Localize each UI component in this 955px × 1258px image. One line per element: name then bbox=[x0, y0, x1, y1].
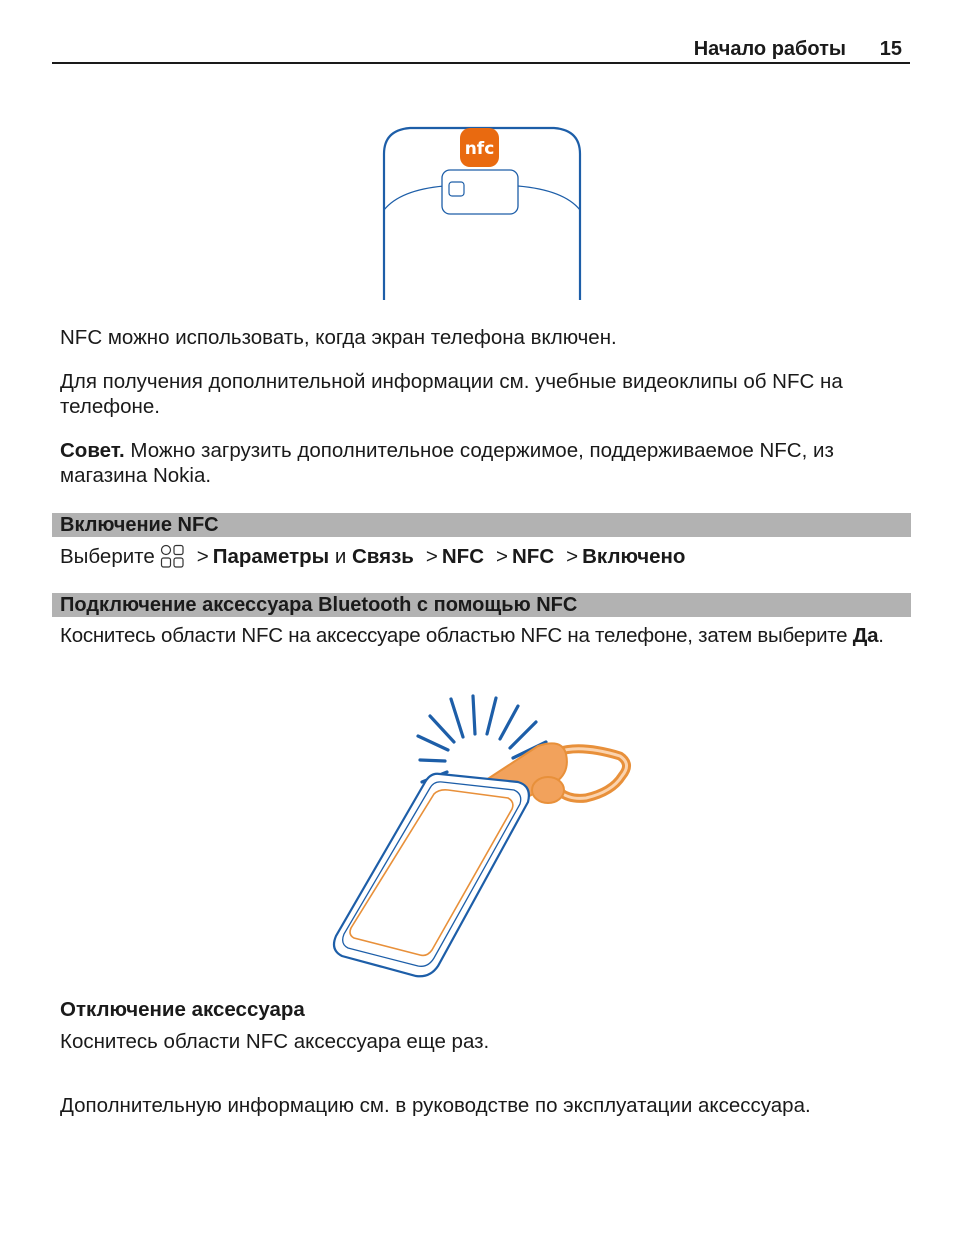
phone-outer-body bbox=[334, 774, 529, 977]
nfc-tap-illustration bbox=[330, 692, 640, 982]
path-item-connectivity: Связь bbox=[352, 545, 414, 568]
intro-paragraph-2: Для получения дополнительной информации см. учебные видеоклипы об NFC на телефоне. bbox=[60, 370, 843, 418]
connect-bt-instruction bbox=[60, 623, 908, 648]
page-number: 15 bbox=[879, 38, 902, 60]
nfc-badge-label: nfc bbox=[464, 139, 495, 159]
tip-text: Можно загрузить дополнительное содержимое, поддерживаемое NFC, из магазина Nokia. bbox=[60, 439, 834, 487]
intro-paragraph-1: NFC можно использовать, когда экран телефона включен. bbox=[60, 326, 617, 349]
path-item-nfc-2: NFC bbox=[512, 545, 555, 568]
section-heading-connect-bt: Подключение аксессуара Bluetooth с помощью NFC bbox=[52, 593, 911, 617]
path-separator: > bbox=[496, 545, 508, 568]
footer-note: Дополнительную информацию см. в руководстве по эксплуатации аксессуара. bbox=[60, 1094, 811, 1117]
answer-yes: Да bbox=[852, 624, 879, 647]
sentence-end: . bbox=[878, 624, 884, 647]
headset-ear-hook-inner bbox=[558, 749, 627, 799]
menu-grid-icon bbox=[159, 543, 185, 575]
path-item-nfc: NFC bbox=[441, 545, 485, 568]
path-separator: > bbox=[425, 545, 438, 568]
path-item-settings: Параметры bbox=[212, 545, 330, 568]
enable-nfc-instruction bbox=[60, 543, 910, 575]
path-separator: > bbox=[196, 545, 209, 568]
path-separator: > bbox=[566, 545, 579, 568]
section-title: Начало работы bbox=[693, 38, 846, 60]
disconnect-heading: Отключение аксессуара bbox=[60, 998, 305, 1021]
smartphone bbox=[334, 774, 529, 977]
path-item-enabled: Включено bbox=[582, 545, 686, 568]
camera-module bbox=[442, 170, 518, 214]
disconnect-instruction: Коснитесь области NFC аксессуара еще раз. bbox=[60, 1030, 490, 1053]
path-conjunction: и bbox=[329, 545, 352, 568]
phone-back-illustration bbox=[380, 124, 584, 304]
headset-earpiece bbox=[532, 777, 564, 803]
section-heading-enable-nfc: Включение NFC bbox=[52, 513, 911, 537]
tip-label: Совет. bbox=[60, 439, 125, 462]
tip-paragraph bbox=[60, 438, 905, 488]
page-header bbox=[52, 38, 910, 64]
connect-bt-text: Коснитесь области NFC на аксессуаре областью NFC на телефоне, затем выберите bbox=[60, 624, 853, 647]
select-label: Выберите bbox=[60, 545, 155, 568]
